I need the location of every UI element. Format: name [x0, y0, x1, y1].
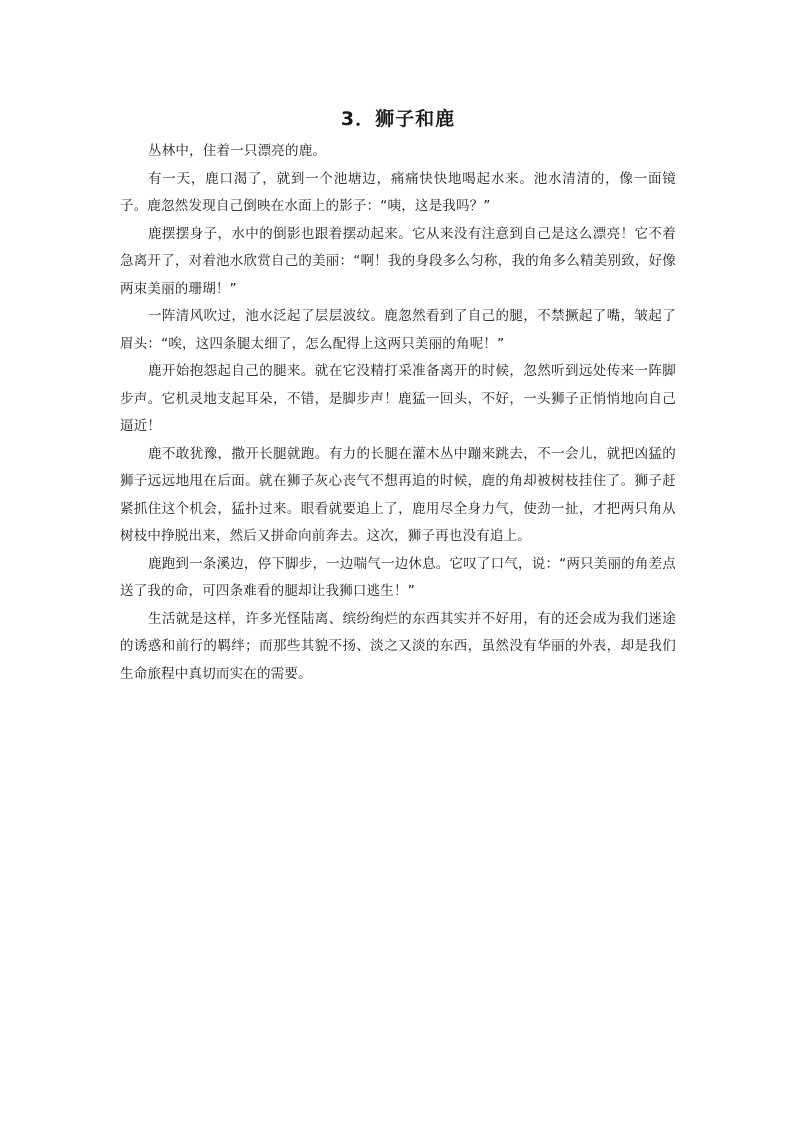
paragraph: 一阵清风吹过，池水泛起了层层波纹。鹿忽然看到了自己的腿，不禁撅起了嘴，皱起了眉头：“唉，这四条腿太细了，怎么配得上这两只美丽的角呢！”	[120, 308, 676, 352]
paragraph: 鹿摆摆身子，水中的倒影也跟着摆动起来。它从来没有注意到自己是这么漂亮！它不着急离开了，对着池水欣赏自己的美丽：“啊！我的身段多么匀称，我的角多么精美别致，好像两束美丽的珊瑚！”	[120, 225, 676, 297]
paragraph: 鹿跑到一条溪边，停下脚步，一边喘气一边休息。它叹了口气，说：“两只美丽的角差点送了我的命，可四条难看的腿却让我狮口逃生！”	[120, 555, 676, 599]
document-title: 3．狮子和鹿	[340, 108, 456, 130]
paragraph: 生活就是这样，许多光怪陆离、缤纷绚烂的东西其实并不好用，有的还会成为我们迷途的诱惑和前行的羁绊；而那些其貌不扬、淡之又淡的东西，虽然没有华丽的外表，却是我们生命旅程中真切而实在的需要。	[120, 610, 676, 682]
paragraph: 有一天，鹿口渴了，就到一个池塘边，痛痛快快地喝起水来。池水清清的，像一面镜子。鹿忽然发现自己倒映在水面上的影子：“咦，这是我吗？”	[120, 170, 676, 214]
paragraph: 丛林中，住着一只漂亮的鹿。	[148, 143, 327, 159]
paragraph: 鹿开始抱怨起自己的腿来。就在它没精打采准备离开的时候，忽然听到远处传来一阵脚步声。它机灵地支起耳朵，不错，是脚步声！鹿猛一回头，不好，一头狮子正悄悄地向自己逼近！	[120, 363, 676, 434]
document-page	[120, 104, 676, 688]
paragraph: 鹿不敢犹豫，撒开长腿就跑。有力的长腿在灌木丛中蹦来跳去，不一会儿，就把凶猛的狮子远远地甩在后面。就在狮子灰心丧气不想再追的时候，鹿的角却被树枝挂住了。狮子赶紧抓住这个机会，猛扑过来。眼看就要追上了，鹿用尽全身力气，使劲一扯，才把两只角从树枝中挣脱出来，然后又拼命向前奔去。这次，狮子再也没有追上。	[120, 445, 676, 544]
